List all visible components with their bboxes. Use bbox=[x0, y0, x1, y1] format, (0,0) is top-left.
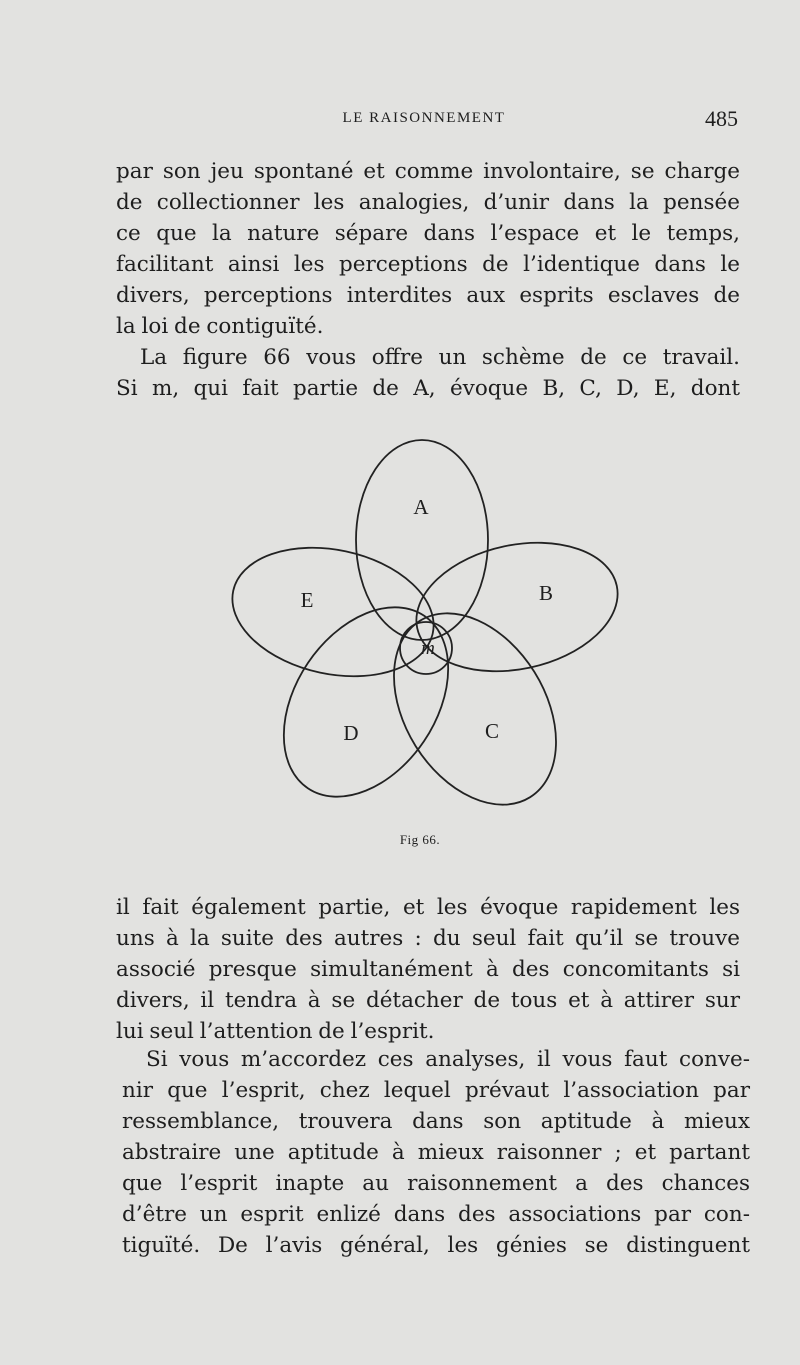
label-e: E bbox=[300, 588, 314, 612]
text-line: La figure 66 vous offre un schème de ce travail. bbox=[140, 345, 740, 370]
label-c: C bbox=[484, 719, 500, 743]
text-line: par son jeu spontané et comme involontaire, se charge bbox=[116, 159, 740, 184]
text-line: de collectionner les analogies, d’unir dans la pensée bbox=[116, 190, 740, 215]
text-line: la loi de contiguïté. bbox=[116, 314, 324, 339]
label-m: m bbox=[421, 638, 435, 659]
ellipse-d bbox=[250, 577, 482, 828]
text-line: uns à la suite des autres : du seul fait qu’il se trouve bbox=[116, 926, 740, 951]
label-a: A bbox=[413, 495, 429, 519]
figure-66 bbox=[225, 437, 625, 832]
text-line: associé presque simultanément à des concomitants si bbox=[116, 957, 740, 982]
text-line: nir que l’esprit, chez lequel prévaut l’association par bbox=[122, 1078, 750, 1103]
text-line: ressemblance, trouvera dans son aptitude à mieux bbox=[122, 1109, 750, 1134]
page-number: 485 bbox=[705, 106, 738, 131]
text-line: Si vous m’accordez ces analyses, il vous faut conve- bbox=[146, 1047, 750, 1072]
running-title: LE RAISONNEMENT bbox=[342, 110, 506, 126]
text-line: que l’esprit inapte au raisonnement a des chances bbox=[122, 1171, 750, 1196]
text-line: divers, il tendra à se détacher de tous et à attirer sur bbox=[116, 988, 740, 1013]
text-line: d’être un esprit enlizé dans des associations par con- bbox=[122, 1202, 750, 1227]
text-line: Si m, qui fait partie de A, évoque B, C, D, E, dont bbox=[116, 376, 740, 401]
label-b: B bbox=[538, 581, 554, 605]
figure-caption: Fig 66. bbox=[399, 832, 441, 847]
label-d: D bbox=[343, 721, 359, 745]
running-head bbox=[110, 108, 738, 132]
paragraph-2 bbox=[116, 342, 740, 404]
ellipse-b bbox=[404, 525, 625, 689]
text-line: facilitant ainsi les perceptions de l’identique dans le bbox=[116, 252, 740, 277]
text-line: tiguïté. De l’avis général, les génies se distinguent bbox=[122, 1233, 750, 1258]
text-line: abstraire une aptitude à mieux raisonner ; et partant bbox=[122, 1140, 750, 1165]
text-line: ce que la nature sépare dans l’espace et le temps, bbox=[116, 221, 740, 246]
ellipse-c bbox=[361, 584, 590, 832]
text-line: lui seul l’attention de l’esprit. bbox=[116, 1019, 435, 1044]
paragraph-1 bbox=[116, 156, 740, 342]
paragraph-4 bbox=[122, 1044, 750, 1261]
paragraph-3 bbox=[116, 892, 740, 1047]
text-line: il fait également partie, et les évoque rapidement les bbox=[116, 895, 740, 920]
five-ellipse-diagram bbox=[225, 437, 625, 832]
text-line: divers, perceptions interdites aux esprits esclaves de bbox=[116, 283, 740, 308]
